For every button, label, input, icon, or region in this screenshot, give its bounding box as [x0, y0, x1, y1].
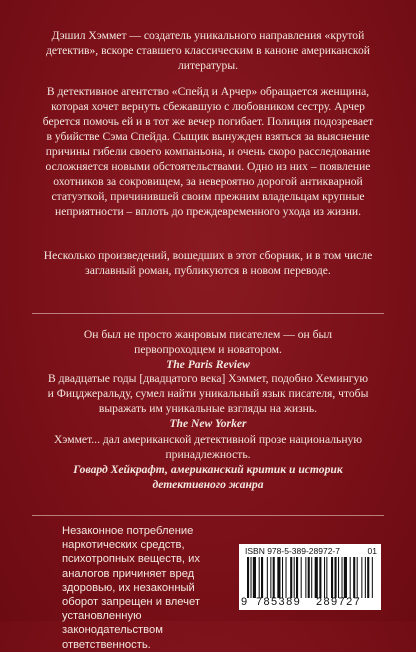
quote-source: The New Yorker: [169, 417, 247, 430]
description-paragraph-1: Дэшил Хэммет — создатель уникального направления «крутой детектив», вскоре ставшего классическим в каноне американской литературы.: [46, 29, 370, 72]
divider-top: [32, 313, 384, 314]
divider-bottom: [32, 515, 384, 516]
barcode-digit-group-1: 785389: [256, 596, 302, 608]
barcode-bars-icon: [247, 557, 373, 598]
barcode-lead-digit: 9: [241, 596, 248, 608]
description-paragraph-3: Несколько произведений, вошедших в этот сборник, и в том числе заглавный роман, публикуются в новом переводе.: [43, 249, 373, 277]
quote-source: Говард Хейкрафт, американский критик и историк детективного жанра: [73, 463, 343, 491]
quote-text: Хэммет... дал американской детективной прозе национальную принадлежность.: [54, 433, 362, 461]
quote-text: Он был не просто жанровым писателем — он был первопроходцем и новатором.: [83, 328, 333, 356]
isbn-addon-code: 01: [367, 546, 377, 556]
isbn-barcode: [239, 544, 381, 610]
quote-text: В двадцатые годы [двадцатого века] Хэммет, подобно Хемингую и Фицджеральду, сумел найти уникальный язык писателя, чтобы выражать им уникальные взгляды на жизнь.: [47, 372, 369, 415]
review-quote-1: [44, 327, 372, 372]
review-quote-3: [44, 432, 372, 492]
quote-source: The Paris Review: [166, 358, 250, 371]
isbn-number: ISBN 978-5-389-28972-7: [245, 546, 340, 556]
barcode-digits: [239, 596, 381, 609]
description-paragraph-2: В детективное агентство «Спейд и Арчер» обращается женщина, которая хочет вернуть сбежавшую с любовником сестру. Арчер берется помочь ей и в тот же вечер погибает. Полиция подозревает в убийстве Сэма Спейда. Сыщик вынужден взяться за выяснение причины гибели своего компаньона, и очень скоро расследование осложняется новыми обстоятельствами. Одно из них – появление охотников за сокровищем, за невероятно дорогой антикварной статуэткой, причинившей своим прежним владельцам крупные неприятности – вплоть до преждевременного ухода из жизни.: [42, 85, 374, 218]
review-quote-2: [44, 371, 372, 431]
isbn-label-row: [245, 546, 377, 556]
barcode-digit-group-2: 289727: [316, 596, 362, 608]
legal-warning: Незаконное потребление наркотических средств, психотропных веществ, их аналогов причиняет вред здоровью, их незаконный оборот запрещен и влечет установленную законодательством ответственность.: [62, 525, 200, 651]
